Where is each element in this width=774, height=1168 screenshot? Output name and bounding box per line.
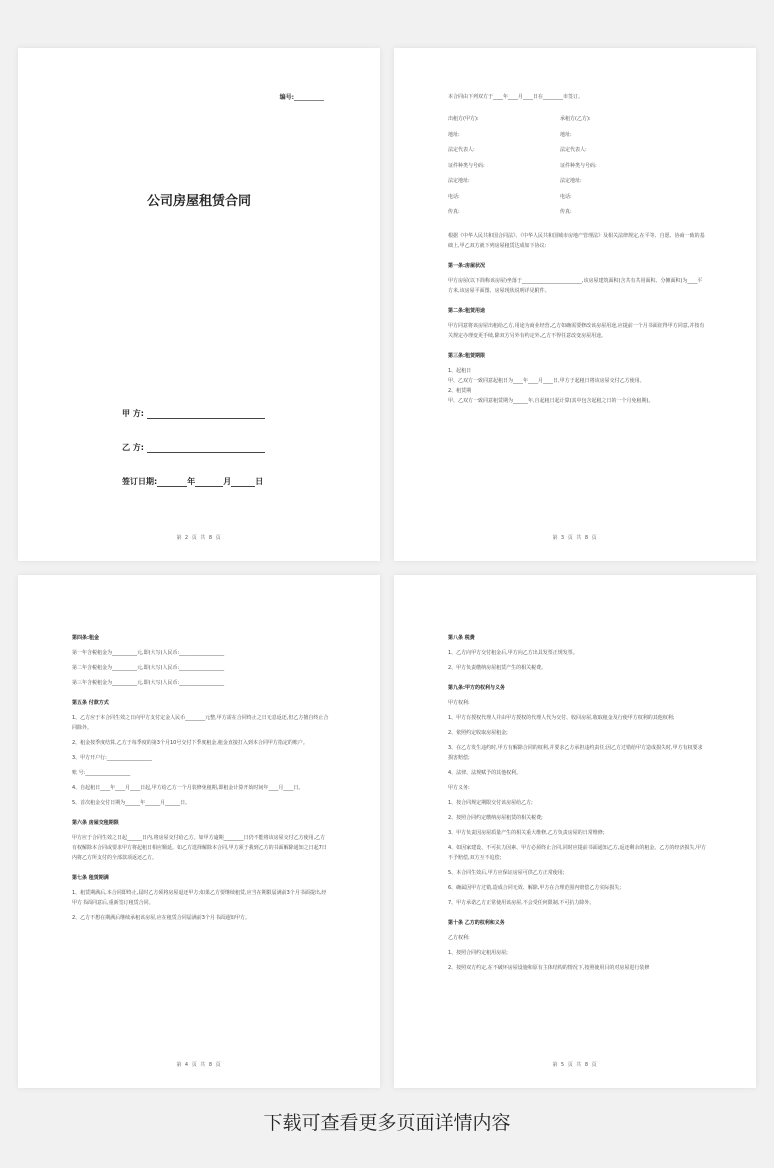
page-number: 第 5 页 共 8 页	[552, 1062, 598, 1068]
lessor-fax: 传真:	[448, 209, 460, 215]
lessor-address: 地址:	[448, 131, 460, 138]
section-line: 2、按照双方约定,在不破坏房屋设施和原有主体结构的情况下,按照使用目的对房屋进行装修	[448, 965, 650, 971]
section-line: 甲、乙双方一致同意租赁期为______年,自起租日起计算(其中包含起租之日的一个月免租期)。	[448, 397, 654, 404]
lessor-representative: 法定代表人:	[448, 147, 475, 153]
party-a-label: 甲 方:	[122, 409, 144, 418]
account-line: 账 号:__________________	[72, 770, 131, 776]
lessee-address: 地址:	[560, 131, 572, 138]
section-text: 甲方同意将该房屋出租给乙方,用途为商业经营,乙方如确需要修改该房屋用途,应提前一个月书面征得甲方同意,并按有关规定办理变更手续,除双方另外有约定外,乙方不得任意改变房屋用途。	[448, 322, 705, 339]
section-line: 甲方权利:	[448, 700, 470, 706]
lessee-fax: 传真:	[560, 209, 572, 215]
section-line: 1、按合同规定期限交付该房屋给乙方;	[448, 800, 533, 806]
section-title: 第五条 付款方式	[72, 700, 109, 706]
section-line: 5、首次租金交付日期为______年______月______日。	[72, 800, 191, 806]
section-line: 3、甲方负责因房屋质量产生的相关重大维修,乙方负责房屋的日常维修;	[448, 830, 605, 836]
section-line: 1、起租日	[448, 367, 472, 374]
section-line: 2、租金按季度结算,乙方于每季度的第3个月10号交付下季度租金,租金直接打入到本合同甲方指定的账户。	[72, 740, 308, 746]
sign-date-label: 签订日期:	[122, 477, 158, 486]
section-line: 1、租赁期满后,本合同即终止,届时乙方须将房屋退还甲方;如果乙方要继续租赁,应当在期限届满前3个月书面提出,经甲方书面同意后,重新签订租赁合同。	[72, 890, 327, 906]
lessee-id: 证件种类与号码:	[560, 162, 597, 169]
section-line: 甲、乙双方一致同意起租日为____年____月____日,甲方于起租日将该房屋交付乙方使用。	[448, 377, 645, 384]
section-line: 5、本合同生效后,甲方应保证房屋可供乙方正常使用;	[448, 870, 565, 876]
sign-date-line	[122, 476, 263, 487]
section-line: 2、租赁期	[448, 387, 472, 394]
party-a-signature-line	[122, 408, 265, 419]
section-title: 第二条:租赁用途	[448, 307, 486, 314]
section-title: 第四条:租金	[72, 635, 100, 641]
section-line: 2、依照约定收取房屋租金;	[448, 730, 508, 736]
contract-title: 公司房屋租赁合同	[146, 194, 251, 209]
section-line: 1、甲方有授权代理人并由甲方授权的代理人代为交付、收回房屋,收取租金及行使甲方权利的其他权利;	[448, 715, 675, 721]
lessee-phone: 电话:	[560, 193, 572, 200]
lessor-legal-address: 法定地址:	[448, 178, 470, 184]
bank-line: 3、甲方开户行:__________________	[72, 755, 152, 761]
section-title: 第八条 税费	[448, 635, 475, 641]
download-more-caption: 下载可查看更多页面详情内容	[263, 1112, 511, 1134]
section-line: 2、乙方不想在期满后继续承租该房屋,应在租赁合同届满前3个月书面通知甲方。	[72, 915, 250, 921]
lessor-phone: 电话:	[448, 193, 460, 200]
section-line: 4、如因家建设、不可抗力因素、甲方必须终止合同,同时应提前书面通知乙方,返还剩余的租金。乙方的经济损失,甲方不予赔偿,双方互不追偿;	[448, 845, 706, 861]
page-number: 第 2 页 共 8 页	[176, 535, 222, 541]
page-body	[72, 633, 330, 923]
page-number: 第 3 页 共 8 页	[552, 535, 598, 541]
section-title: 第十条 乙方的权利和义务	[448, 920, 505, 926]
contract-number-label: 编号:__________	[279, 94, 324, 101]
section-line: 1、乙方向甲方交付租金后,甲方向乙方出具发票正规发票。	[448, 650, 578, 656]
lessee-legal-address: 法定地址:	[560, 178, 582, 184]
section-text: 甲方房屋(以下简称该房屋)坐落于________________________,该房屋建筑面积(含共有共用面积、分摊面积)为____平方米,该房屋平面图、房屋现状说明详见附件。	[448, 277, 703, 294]
section-line: 2、按照合同约定缴纳房屋租赁的相关税费;	[448, 815, 543, 821]
document-page-3	[18, 575, 380, 1088]
section-title: 第九条:甲方的权利与义务	[448, 685, 506, 691]
section-line: 7、甲方承诺乙方正常使用该房屋,不会受任何限制,不可抗力除外。	[448, 900, 595, 906]
section-title: 第一条:房屋状况	[448, 262, 486, 269]
section-line: 1、按照合同约定租用房屋;	[448, 950, 508, 956]
page-body	[448, 633, 706, 973]
document-page-cover	[18, 48, 380, 561]
lessee-representative: 法定代表人:	[560, 147, 587, 153]
party-b-label: 乙 方:	[122, 443, 144, 452]
lessor-label: 出租方(甲方):	[448, 116, 479, 122]
year-label: 年	[187, 477, 196, 486]
day-label: 日	[255, 477, 264, 486]
rent-line: 第三年含税租金为__________元,即(大写)人民币:__________________	[72, 680, 225, 686]
preamble: 根据《中华人民共和国合同法》、《中华人民共和国城市房地产管理法》及相关法律规定,在平等、自愿、协商一致的基础上,甲乙双方就下列房屋租赁达成如下协议:	[448, 232, 705, 249]
contract-intro: 本合同由下列双方于____年____月____日在________市签订。	[448, 94, 584, 100]
section-line: 1、乙方应于本合同生效之日向甲方支付定金人民币________元整,甲方需在合同终止之日无息返还,但乙方擅自终止合同除外。	[72, 715, 329, 731]
section-line: 3、在乙方发生违约时,甲方有解除合同的权利,并要求乙方承担违约责任;因乙方过错给甲方造成损失时,甲方有权要求损害赔偿;	[448, 745, 703, 761]
document-page-4	[394, 575, 756, 1088]
section-title: 第七条 租赁期满	[72, 875, 109, 881]
page-number: 第 4 页 共 8 页	[176, 1062, 222, 1068]
party-b-signature-line	[122, 442, 265, 453]
page-body	[448, 92, 706, 406]
section-text: 甲方应于合同生效之日起______日内,将房屋交付给乙方。如甲方逾期________日仍不能将该房屋交付乙方使用,乙方有权解除本合同或要求甲方将起租日相应顺延。如乙方选择解除本合同,甲方须于我到乙方的书面解除通知之日起7日内将乙方所支付的全部款项返还乙方。	[72, 835, 327, 861]
section-line: 2、甲方负责缴纳房屋租赁产生的相关税费。	[448, 665, 547, 671]
lessee-label: 承租方(乙方):	[560, 116, 591, 122]
lessor-id: 证件种类与号码:	[448, 162, 485, 169]
section-title: 第三条:租赁期限	[448, 352, 486, 359]
document-page-2	[394, 48, 756, 561]
section-title: 第六条 房屋交租期限	[72, 820, 119, 826]
rent-line: 第二年含税租金为__________元,即(大写)人民币:__________________	[72, 665, 225, 671]
section-line: 乙方权利:	[448, 935, 470, 941]
section-line: 4、法律、法规赋予的其他权利。	[448, 770, 522, 776]
section-line: 甲方义务:	[448, 785, 470, 791]
section-line: 6、确属因甲方过错,造成合同无效、解除,甲方在合理范围内赔偿乙方实际损失;	[448, 885, 622, 891]
rent-line: 第一年含税租金为__________元,即(大写)人民币:__________________	[72, 650, 225, 656]
month-label: 月	[223, 477, 232, 486]
parties-block	[448, 112, 706, 221]
section-line: 4、自起租日____年____月____日起,甲方给乙方一个月装修免租期,即租金计算开始时间年____月____日。	[72, 785, 304, 791]
